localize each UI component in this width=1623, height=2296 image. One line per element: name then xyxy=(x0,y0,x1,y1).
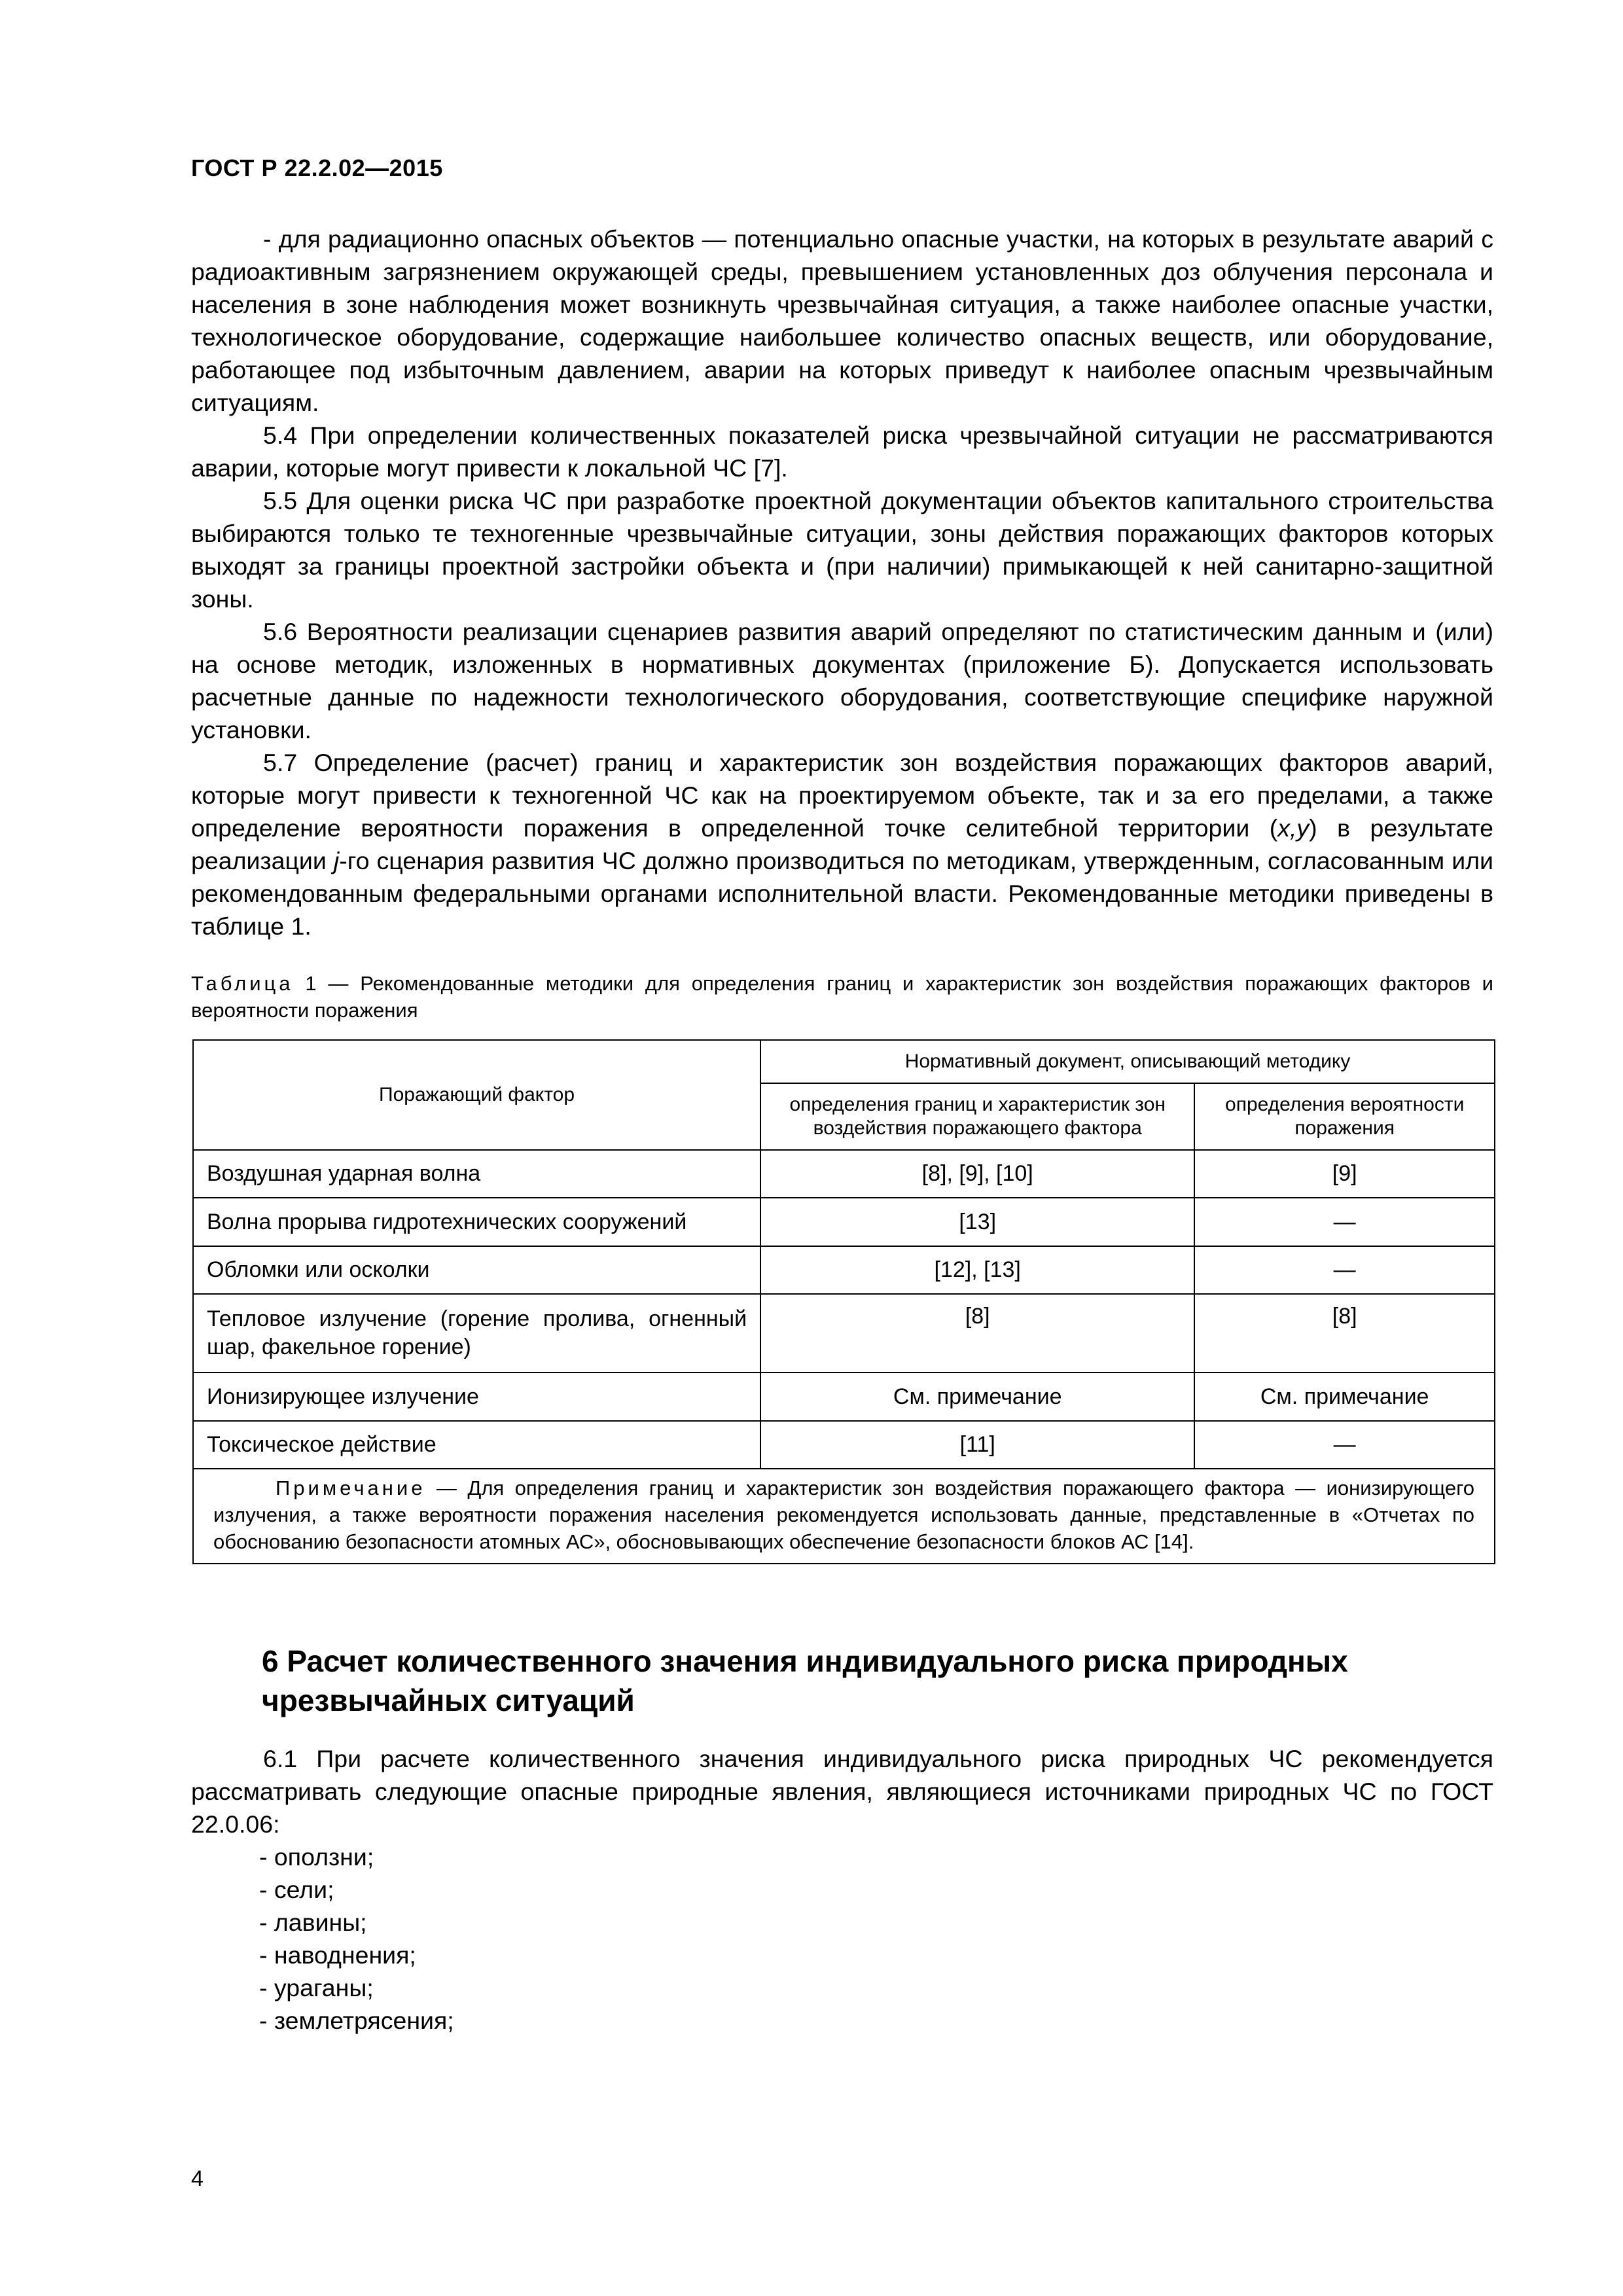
cell-factor: Тепловое излучение (горение пролива, огненный шар, факельное горение) xyxy=(193,1294,760,1372)
section-6-title: 6 Расчет количественного значения индивидуального риска природных чрезвычайных ситуаций xyxy=(262,1644,1348,1717)
cell-zones: [13] xyxy=(760,1198,1194,1246)
table-note-text: — Для определения границ и характеристик зон воздействия поражающего фактора — ионизирующего излучения, а также вероятности поражения населения рекомендуется использовать данные, представленные в «Отчетах по обоснованию безопасности атомных АС», обосновывающих обеспечение безопасности блоков АС [14]. xyxy=(213,1477,1474,1553)
cell-factor: Ионизирующее излучение xyxy=(193,1372,760,1421)
cell-zones: [11] xyxy=(760,1421,1194,1469)
cell-probability: — xyxy=(1194,1421,1495,1469)
paragraph-5-7-part2: ) в результате реализации xyxy=(191,814,1493,874)
table-note-label: Примечание xyxy=(276,1477,426,1499)
table-caption-text: 1 — Рекомендованные методики для определения границ и характеристик зон воздействия поражающих факторов и вероятности поражения xyxy=(191,972,1493,1022)
cell-zones: [12], [13] xyxy=(760,1246,1194,1294)
list-item: - землетрясения; xyxy=(259,2007,454,2034)
cell-probability: — xyxy=(1194,1198,1495,1246)
table-caption-label: Таблица xyxy=(191,972,294,995)
list-item: - сели; xyxy=(259,1876,334,1903)
cell-zones: [8] xyxy=(760,1294,1194,1372)
cell-probability: — xyxy=(1194,1246,1495,1294)
paragraph-5-7 xyxy=(191,746,1493,942)
list-item: - наводнения; xyxy=(259,1941,416,1969)
table-note xyxy=(193,1469,1495,1564)
paragraph-5-4: 5.4 При определении количественных показателей риска чрезвычайной ситуации не рассматриваются аварии, которые могут привести к локальной ЧС [7]. xyxy=(191,422,1493,482)
scenario-index-j: j xyxy=(333,847,340,874)
list-item: - оползни; xyxy=(259,1843,374,1871)
list-item: - ураганы; xyxy=(259,1974,374,2001)
paragraph-radiation-objects: - для радиационно опасных объектов — потенциально опасные участки, на которых в результате аварий с радиоактивным загрязнением окружающей среды, превышением установленных доз облучения персонала и населения в зоне наблюдения может возникнуть чрезвычайная ситуация, а также наиболее опасные участки, технологическое оборудование, содержащие наибольшее количество опасных веществ, или оборудование, работающее под избыточным давлением, аварии на которых приведут к наиболее опасным чрезвычайным ситуациям. xyxy=(191,225,1493,416)
paragraph-5-7-part1: 5.7 Определение (расчет) границ и характеристик зон воздействия поражающих факторов аварий, которые могут привести к техногенной ЧС как на проектируемом объекте, так и за его пределами, а также определение вероятности поражения в определенной точке селитебной территории ( xyxy=(191,749,1493,842)
methods-table xyxy=(192,1039,1495,1564)
main-text xyxy=(191,223,1493,942)
list-item: - лавины; xyxy=(259,1909,367,1936)
table-row xyxy=(193,1246,1495,1294)
cell-zones: См. примечание xyxy=(760,1372,1194,1421)
cell-probability: [8] xyxy=(1194,1294,1495,1372)
table-row xyxy=(193,1150,1495,1198)
table-row xyxy=(193,1198,1495,1246)
cell-zones: [8], [9], [10] xyxy=(760,1150,1194,1198)
cell-factor: Токсическое действие xyxy=(193,1421,760,1469)
section-6-body xyxy=(191,1742,1493,2037)
document-header-code: ГОСТ Р 22.2.02—2015 xyxy=(191,154,443,181)
paragraph-5-7-part3: -го сценария развития ЧС должно производиться по методикам, утвержденным, согласованным или рекомендованным федеральными органами исполнительной власти. Рекомендованные методики приведены в таблице 1. xyxy=(191,847,1493,940)
header-normative-document: Нормативный документ, описывающий методику xyxy=(760,1040,1495,1083)
cell-probability: [9] xyxy=(1194,1150,1495,1198)
paragraph-5-6: 5.6 Вероятности реализации сценариев развития аварий определяют по статистическим данным и (или) на основе методик, изложенных в нормативных документах (приложение Б). Допускается использовать расчетные данные по надежности технологического оборудования, соответствующие специфике наружной установки. xyxy=(191,618,1493,744)
cell-factor: Воздушная ударная волна xyxy=(193,1150,760,1198)
table-row xyxy=(193,1294,1495,1372)
table-row xyxy=(193,1421,1495,1469)
hazard-list xyxy=(191,1840,1493,2037)
paragraph-5-5: 5.5 Для оценки риска ЧС при разработке проектной документации объектов капитального строительства выбираются только те техногенные чрезвычайные ситуации, зоны действия поражающих факторов которых выходят за границы проектной застройки объекта и (при наличии) примыкающей к ней санитарно-защитной зоны. xyxy=(191,487,1493,613)
coordinates-xy: x,y xyxy=(1277,814,1310,842)
cell-probability: См. примечание xyxy=(1194,1372,1495,1421)
table-caption xyxy=(191,970,1493,1024)
header-probability: определения вероятности поражения xyxy=(1194,1083,1495,1150)
paragraph-6-1: 6.1 При расчете количественного значения индивидуального риска природных ЧС рекомендуется рассматривать следующие опасные природные явления, являющиеся источниками природных ЧС по ГОСТ 22.0.06: xyxy=(191,1745,1493,1838)
header-zones: определения границ и характеристик зон воздействия поражающего фактора xyxy=(760,1083,1194,1150)
cell-factor: Волна прорыва гидротехнических сооружений xyxy=(193,1198,760,1246)
table-row xyxy=(193,1372,1495,1421)
header-factor: Поражающий фактор xyxy=(193,1040,760,1150)
cell-factor: Обломки или осколки xyxy=(193,1246,760,1294)
page-number: 4 xyxy=(191,2166,204,2191)
